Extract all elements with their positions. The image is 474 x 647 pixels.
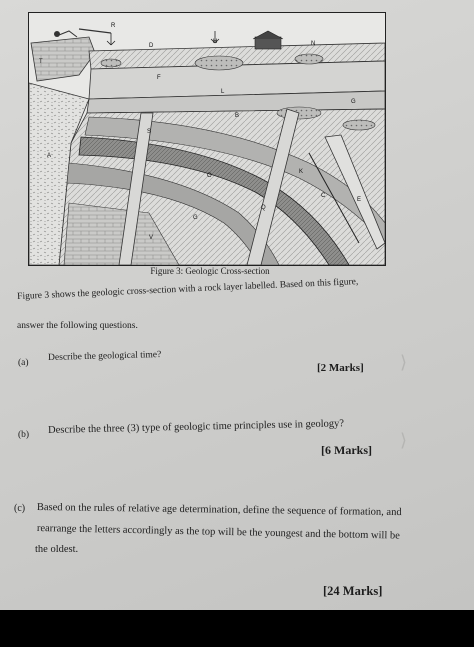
question-a-label: (a) [18,358,29,368]
question-b-marks: [6 Marks] [321,443,372,457]
question-b-text: Describe the three (3) type of geologic time principles use in geology? [48,418,345,436]
geologic-cross-section-figure [28,12,386,266]
label-b: B [235,113,240,119]
label-g-lower: G [193,215,198,221]
question-a-text: Describe the geological time? [48,350,162,363]
question-c-label: (c) [14,503,26,514]
question-c-marks: [24 Marks] [323,584,383,598]
label-v: V [149,235,154,241]
label-o: O [207,173,212,179]
label-k: K [299,169,304,175]
intro-line-2: answer the following questions. [17,321,138,331]
question-c-line-2: rearrange the letters accordingly as the top will be the youngest and the bottom will be [36,523,400,542]
check-mark-icon: ⟩ [400,352,408,373]
label-d: D [149,43,154,49]
label-e: E [357,197,362,203]
intro-line-1: Figure 3 shows the geologic cross-section with a rock layer labelled. Based on this figure, [17,277,359,302]
label-t: T [39,59,43,65]
question-c-line-3: the oldest. [35,544,79,555]
label-g-upper: G [351,99,356,105]
label-a: A [47,153,52,159]
question-a-marks: [2 Marks] [317,362,364,374]
label-c: C [321,193,326,199]
label-r: R [111,23,116,29]
question-c-line-1: Based on the rules of relative age determination, define the sequence of formation, and [36,502,402,519]
figure-caption: Figure 3: Geologic Cross-section [150,266,270,276]
label-l: L [221,89,225,95]
label-s: S [147,129,152,135]
check-mark-icon: ⟩ [400,430,408,451]
cross-section-diagram [29,13,385,265]
label-h: H [213,39,218,45]
label-f: F [157,75,161,81]
label-q: Q [261,205,266,211]
question-b-label: (b) [18,430,30,440]
label-n: N [311,41,316,47]
